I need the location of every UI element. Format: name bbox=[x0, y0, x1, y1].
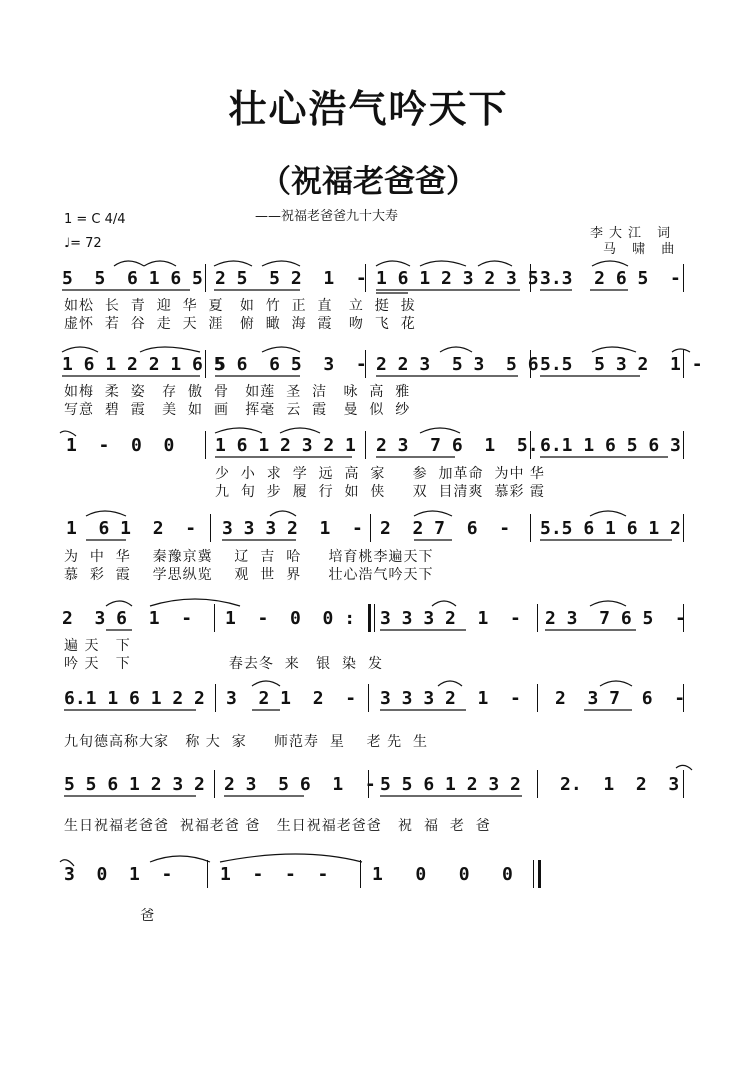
lyric-line: 虚怀 若 谷 走 天 涯 俯 瞰 海 霞 吻 飞 花 bbox=[64, 316, 416, 332]
measure-17: 2 3 6 1 - bbox=[62, 608, 193, 629]
measure-31: 1 0 0 0 bbox=[372, 864, 513, 885]
measure-3: 1 6 1 2 3 2 3 5 bbox=[376, 268, 539, 289]
measure-30: 1 - - - bbox=[220, 864, 329, 885]
measure-5: 1 6 1 2 2 1 6 5 bbox=[62, 354, 225, 375]
lyric-line: 如松 长 青 迎 华 夏 如 竹 正 直 立 挺 拔 bbox=[64, 298, 416, 314]
measure-19: 3 3 3 2 1 - bbox=[380, 608, 521, 629]
tie bbox=[60, 431, 76, 436]
slur bbox=[252, 681, 280, 686]
measure-16: 5.5 6 1 6 1 2 bbox=[540, 518, 681, 539]
slur bbox=[114, 261, 144, 266]
slur bbox=[140, 347, 200, 352]
slur bbox=[420, 428, 460, 433]
lyric-line: 少 小 求 学 远 高 家 参 加革命 为中 华 bbox=[215, 466, 545, 482]
slur bbox=[86, 511, 126, 516]
slur bbox=[414, 511, 452, 516]
slur bbox=[262, 347, 300, 352]
slur bbox=[144, 261, 176, 266]
lyricist-credit: 李大江 词 bbox=[590, 226, 677, 241]
measure-7: 2 2 3 5 3 5 6 bbox=[376, 354, 539, 375]
slur bbox=[106, 601, 132, 606]
measure-28: 2. 1 2 3 bbox=[560, 774, 680, 795]
measure-25: 5 5 6 1 2 3 2 bbox=[64, 774, 205, 795]
measure-15: 2 2 7 6 - bbox=[380, 518, 511, 539]
tie bbox=[676, 765, 692, 770]
measure-9: 1 - 0 0 bbox=[66, 435, 175, 456]
measure-22: 3 2 1 2 - bbox=[226, 688, 357, 709]
slur bbox=[438, 681, 462, 686]
measure-23: 3 3 3 2 1 - bbox=[380, 688, 521, 709]
slur bbox=[600, 681, 632, 686]
slur bbox=[590, 601, 626, 606]
measure-13: 1 6 1 2 - bbox=[66, 518, 197, 539]
tie bbox=[220, 854, 362, 862]
tie bbox=[150, 599, 240, 606]
slur bbox=[262, 261, 300, 266]
measure-18: 1 - 0 0 : bbox=[225, 608, 356, 629]
slur bbox=[280, 428, 320, 433]
measure-26: 2 3 5 6 1 - bbox=[224, 774, 376, 795]
lyric-line: 写意 碧 霞 美 如 画 挥毫 云 霞 曼 似 纱 bbox=[64, 402, 411, 418]
tie bbox=[672, 349, 690, 352]
slur bbox=[478, 261, 512, 266]
measure-2: 2 5 5 2 1 - bbox=[215, 268, 367, 289]
measure-24: 2 3 7 6 - bbox=[555, 688, 686, 709]
measure-11: 2 3 7 6 1 5. bbox=[376, 435, 539, 456]
slur bbox=[440, 347, 472, 352]
measure-6: 5 6 6 5 3 - bbox=[215, 354, 367, 375]
measure-27: 5 5 6 1 2 3 2 bbox=[380, 774, 521, 795]
measure-20: 2 3 7 6 5 - bbox=[545, 608, 686, 629]
slur bbox=[270, 511, 296, 516]
slur bbox=[592, 261, 628, 266]
slur bbox=[214, 261, 252, 266]
measure-10: 1 6 1 2 3 2 1 bbox=[215, 435, 356, 456]
slur bbox=[420, 261, 466, 266]
lyric-line: 如梅 柔 姿 存 傲 骨 如莲 圣 洁 咏 高 雅 bbox=[64, 384, 411, 400]
measure-1: 5 5 6 1 6 5 bbox=[62, 268, 203, 289]
lyric-line: 吟 天 下 春去冬 来 银 染 发 bbox=[64, 656, 383, 672]
key-signature: 1 = C 4/4 bbox=[64, 212, 126, 227]
slur bbox=[215, 428, 262, 433]
dedication: ——祝福老爸爸九十大寿 bbox=[255, 209, 399, 224]
tempo-marking: ♩= 72 bbox=[64, 236, 102, 251]
lyric-line: 遍 天 下 bbox=[64, 638, 131, 654]
slur bbox=[432, 601, 456, 606]
slur bbox=[62, 347, 98, 352]
lyric-line: 九 旬 步 履 行 如 侠 双 目清爽 慕彩 霞 bbox=[215, 484, 545, 500]
song-title: 壮心浩气吟天下 bbox=[228, 86, 509, 131]
slur bbox=[376, 261, 410, 266]
tie bbox=[150, 856, 210, 862]
lyric-line: 爸 bbox=[64, 908, 156, 924]
composer-credit: 马 啸 曲 bbox=[603, 242, 681, 257]
tie bbox=[60, 860, 74, 866]
lyric-line: 为 中 华 秦豫京冀 辽 吉 哈 培育桃李遍天下 bbox=[64, 549, 434, 565]
measure-4: 3.3 2 6 5 - bbox=[540, 268, 681, 289]
slur bbox=[592, 347, 636, 352]
measure-21: 6.1 1 6 1 2 2 bbox=[64, 688, 205, 709]
slur bbox=[590, 511, 626, 516]
lyric-line: 九旬德高称大家 称 大 家 师范寿 星 老 先 生 bbox=[64, 734, 429, 750]
lyric-line: 慕 彩 霞 学思纵览 观 世 界 壮心浩气吟天下 bbox=[64, 567, 434, 583]
measure-12: 6.1 1 6 5 6 3 bbox=[540, 435, 681, 456]
lyric-line: 生日祝福老爸爸 祝福老爸 爸 生日祝福老爸爸 祝 福 老 爸 bbox=[64, 818, 491, 834]
measure-8: 5.5 5 3 2 1 - bbox=[540, 354, 703, 375]
measure-14: 3 3 3 2 1 - bbox=[222, 518, 363, 539]
measure-29: 3 0 1 - bbox=[64, 864, 173, 885]
song-subtitle: （祝福老爸爸） bbox=[260, 164, 477, 200]
